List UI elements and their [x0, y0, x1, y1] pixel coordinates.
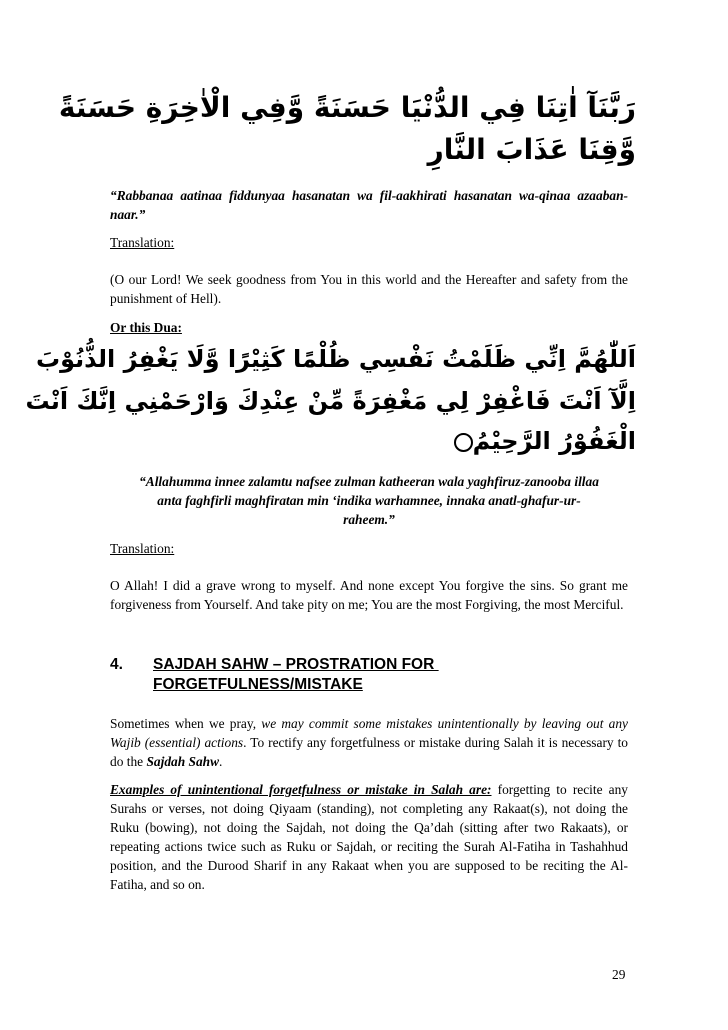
dua2-translation: O Allah! I did a grave wrong to myself. And none except You forgive the sins. So grant me forgiveness from Yourself. And take pity on me; You are the most Forgiving, the most Merciful.: [110, 578, 628, 612]
dua1-transliteration: “Rabbanaa aatinaa fiddunyaa hasanatan wa fil-aakhirati hasanatan wa-qinaa azaaban-naar.”: [110, 188, 628, 222]
section4-number: 4.: [110, 656, 123, 673]
dua1-arabic-line1: رَبَّنَآ اٰتِنَا فِي الدُّنْيَا حَسَنَةً وَّفِي الْاٰخِرَةِ حَسَنَةً: [58, 91, 636, 124]
dua1-arabic-line2: وَّقِنَا عَذَابَ النَّارِ: [427, 133, 636, 166]
page-number: 29: [612, 967, 626, 982]
dua2-transliteration: [110, 472, 628, 529]
section4-heading: [110, 655, 628, 699]
section4-para1-b: we may commit some mistakes unintentionally by leaving out any Wajib (essential) actions: [110, 716, 628, 750]
section4-para1-e: .: [219, 754, 223, 769]
dua1-translation-label: Translation:: [110, 235, 175, 250]
dua2-transliteration-line2: anta faghfirli maghfiratan min ‘indika warhamnee, innaka anatl-ghafur-ur-: [157, 493, 581, 508]
section4-para1-c: . To rectify any forgetfulness or mistake during Salah it is necessary to do the: [110, 735, 628, 769]
section4-title-line2: FORGETFULNESS/MISTAKE: [153, 676, 363, 693]
dua2-intro: Or this Dua:: [110, 320, 182, 335]
dua1-translation: (O our Lord! We seek goodness from You in this world and the Hereafter and safety from the punishment of Hell).: [110, 272, 628, 306]
section4-para1-d: Sajdah Sahw: [146, 754, 220, 769]
section4-para2-text: forgetting to recite any Surahs or verses, not doing Qiyaam (standing), not completing any Rakaat(s), not doing the Ruku (bowing), not doing the Sajdah, not doing the Qa’dah (sitting after two Rakaats), or repeating actions twice such as Ruku or Sajdah, or reciting the Surah Al-Fatiha in Tashahhud position, and the Durood Sharif in any Rakaat when you are supposed to be reciting the Al-Fatiha, and so on.: [110, 782, 628, 892]
dua2-arabic-line3-wrap: [448, 422, 636, 460]
section4-para2-label: Examples of unintentional forgetfulness or mistake in Salah are:: [110, 782, 492, 797]
dua2-arabic-line2: اِلَّآ اَنْتَ فَاغْفِرْ لِي مَغْفِرَةً مِّنْ عِنْدِكَ وَارْحَمْنِي اِنَّكَ اَنْتَ: [25, 387, 636, 415]
dua2-transliteration-line3: raheem.”: [343, 512, 395, 527]
dua2-translation-label: Translation:: [110, 541, 175, 556]
section4-title-line1: SAJDAH SAHW – PROSTRATION FOR: [153, 656, 439, 673]
section4-title: [153, 655, 439, 695]
verse-end-circle-icon: [454, 433, 473, 452]
section4-para1-a: Sometimes when we pray,: [110, 716, 262, 731]
dua2-arabic-line3: الْغَفُوْرُ الرَّحِيْمُ: [472, 427, 636, 455]
section4-paragraph2: [110, 780, 628, 894]
dua2-arabic-line1: اَللّٰهُمَّ اِنِّي ظَلَمْتُ نَفْسِي ظُلْمًا كَثِيْرًا وَّلَا يَغْفِرُ الذُّنُوْبَ: [36, 345, 636, 373]
section4-paragraph1: [110, 714, 628, 771]
dua2-transliteration-line1: “Allahumma innee zalamtu nafsee zulman katheeran wala yaghfiruz-zanooba illaa: [139, 474, 599, 489]
